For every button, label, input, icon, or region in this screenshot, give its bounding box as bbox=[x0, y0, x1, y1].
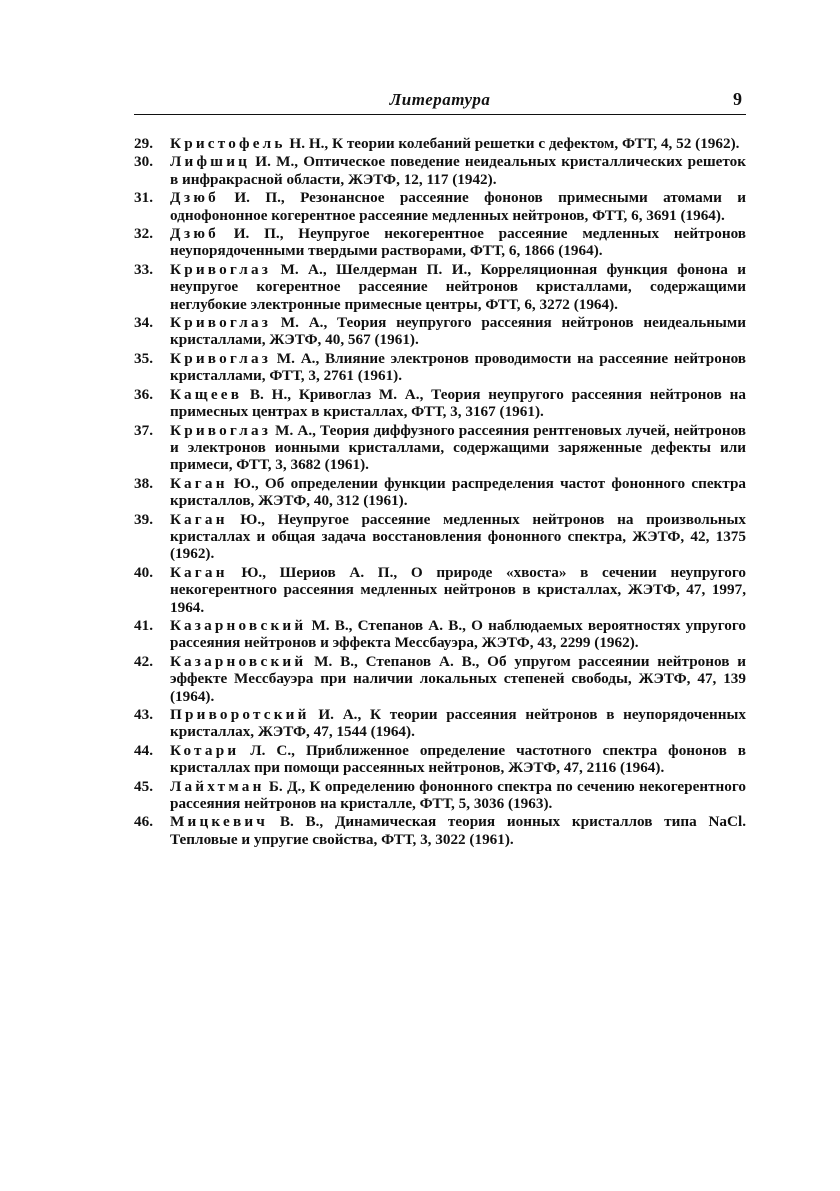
reference-number: 39. bbox=[134, 510, 153, 528]
reference-author: Казарновский bbox=[170, 652, 307, 670]
reference-number: 34. bbox=[134, 314, 153, 332]
reference-author: Лифшиц bbox=[170, 153, 251, 171]
reference-item bbox=[134, 153, 746, 188]
reference-item bbox=[134, 742, 746, 777]
reference-text: М. В., Степанов А. В., Об упругом рассеянии нейтронов и эффекте Мессбауэра при наличии локальных степеней свободы, ЖЭТФ, 47, 139 (1964). bbox=[170, 652, 746, 705]
reference-author: Кристофель bbox=[170, 135, 286, 152]
reference-text: М. А., Влияние электронов проводимости на рассеяние нейтронов кристаллами, ФТТ, 3, 2761 (1961). bbox=[170, 349, 746, 385]
reference-text: В. Н., Кривоглаз М. А., Теория неупругого рассеяния нейтронов на примесных центрах в кристаллах, ФТТ, 3, 3167 (1961). bbox=[170, 385, 746, 421]
reference-number: 42. bbox=[134, 652, 153, 670]
reference-item bbox=[134, 511, 746, 563]
reference-text: И. П., Резонансное рассеяние фононов примесными атомами и однофононное когерентное рассеяние медленных нейтронов, ФТТ, 6, 3691 (1964). bbox=[170, 189, 746, 224]
reference-text: Ю., Об определении функции распределения частот фононного спектра кристаллов, ЖЭТФ, 40, 312 (1961). bbox=[170, 474, 746, 510]
reference-text: И. П., Неупругое некогерентное рассеяние медленных нейтронов неупорядоченными твердыми растворами, ФТТ, 6, 1866 (1964). bbox=[170, 225, 746, 260]
reference-author: Кащеев bbox=[170, 385, 243, 403]
reference-author: Котари bbox=[170, 741, 240, 759]
reference-number: 37. bbox=[134, 421, 153, 439]
reference-author: Казарновский bbox=[170, 616, 307, 634]
page-number: 9 bbox=[733, 89, 742, 109]
reference-text: М. А., Теория диффузного рассеяния рентгеновых лучей, нейтронов и электронов ионными кристаллами, содержащими заряженные дефекты или примеси, ФТТ, 3, 3682 (1961). bbox=[170, 421, 746, 474]
reference-text: Б. Д., К определению фононного спектра по сечению некогерентного рассеяния нейтронов на кристалле, ФТТ, 5, 3036 (1963). bbox=[170, 777, 746, 813]
reference-item bbox=[134, 386, 746, 421]
reference-text: В. В., Динамическая теория ионных кристаллов типа NaCl. Тепловые и упругие свойства, ФТТ, 3, 3022 (1961). bbox=[170, 813, 746, 848]
reference-author: Кривоглаз bbox=[170, 260, 272, 278]
reference-item bbox=[134, 314, 746, 349]
reference-text: Н. Н., К теории колебаний решетки с дефектом, ФТТ, 4, 52 (1962). bbox=[285, 135, 740, 152]
reference-item bbox=[134, 189, 746, 224]
reference-item bbox=[134, 653, 746, 705]
reference-item bbox=[134, 813, 746, 848]
reference-author: Кривоглаз bbox=[170, 314, 272, 332]
reference-author: Дзюб bbox=[170, 189, 219, 207]
reference-number: 40. bbox=[134, 563, 153, 581]
reference-text: М. В., Степанов А. В., О наблюдаемых вероятностях упругого рассеяния нейтронов и эффекта Мессбауэра, ЖЭТФ, 43, 2299 (1962). bbox=[170, 616, 746, 652]
reference-item bbox=[134, 350, 746, 385]
reference-author: Кривоглаз bbox=[170, 349, 272, 367]
reference-author: Лайхтман bbox=[170, 777, 265, 795]
reference-list bbox=[134, 135, 746, 848]
reference-item bbox=[134, 706, 746, 741]
reference-item bbox=[134, 564, 746, 616]
reference-text: Ю., Шериов А. П., О природе «хвоста» в сечении неупругого некогерентного рассеяния медленных нейтронов в кристаллах, ЖЭТФ, 47, 1997, 1964. bbox=[170, 563, 746, 616]
running-head bbox=[134, 88, 746, 115]
reference-item bbox=[134, 475, 746, 510]
reference-number: 35. bbox=[134, 349, 153, 367]
reference-item bbox=[134, 778, 746, 813]
reference-number: 43. bbox=[134, 706, 153, 723]
reference-number: 45. bbox=[134, 777, 153, 795]
reference-number: 29. bbox=[134, 135, 153, 152]
reference-item bbox=[134, 261, 746, 313]
reference-author: Каган bbox=[170, 474, 228, 492]
reference-item bbox=[134, 617, 746, 652]
reference-text: М. А., Теория неупругого рассеяния нейтронов неидеальными кристаллами, ЖЭТФ, 40, 567 (1961). bbox=[170, 314, 746, 349]
reference-text: И. М., Оптическое поведение неидеальных кристаллических решеток в инфракрасной области, ЖЭТФ, 12, 117 (1942). bbox=[170, 153, 746, 188]
reference-number: 41. bbox=[134, 616, 153, 634]
reference-text: Ю., Неупругое рассеяние медленных нейтронов на произвольных кристаллах и общая задача восстановления фононного спектра, ЖЭТФ, 42, 1375 (1962). bbox=[170, 510, 746, 563]
reference-item bbox=[134, 422, 746, 474]
reference-number: 46. bbox=[134, 813, 153, 831]
reference-author: Мицкевич bbox=[170, 813, 269, 831]
reference-number: 44. bbox=[134, 741, 153, 759]
reference-author: Приворотский bbox=[170, 706, 310, 723]
reference-number: 32. bbox=[134, 225, 153, 243]
reference-text: М. А., Шелдерман П. И., Корреляционная функция фонона и неупругое когерентное рассеяние нейтронов кристаллами, содержащими неглубокие электронные примесные центры, ФТТ, 6, 3272 (1964). bbox=[170, 260, 746, 313]
document-page bbox=[134, 88, 746, 849]
reference-author: Каган bbox=[170, 510, 228, 528]
reference-number: 30. bbox=[134, 153, 153, 171]
reference-author: Кривоглаз bbox=[170, 421, 272, 439]
reference-item bbox=[134, 225, 746, 260]
reference-number: 33. bbox=[134, 260, 153, 278]
reference-text: И. А., К теории рассеяния нейтронов в неупорядоченных кристаллах, ЖЭТФ, 47, 1544 (1964). bbox=[170, 706, 746, 741]
running-title: Литература bbox=[389, 90, 491, 109]
reference-number: 31. bbox=[134, 189, 153, 207]
reference-number: 36. bbox=[134, 385, 153, 403]
reference-author: Дзюб bbox=[170, 225, 219, 243]
reference-author: Каган bbox=[170, 563, 228, 581]
reference-text: Л. С., Приближенное определение частотного спектра фононов в кристаллах при помощи рассеянных нейтронов, ЖЭТФ, 47, 2116 (1964). bbox=[170, 741, 746, 777]
reference-number: 38. bbox=[134, 474, 153, 492]
reference-item bbox=[134, 135, 746, 152]
